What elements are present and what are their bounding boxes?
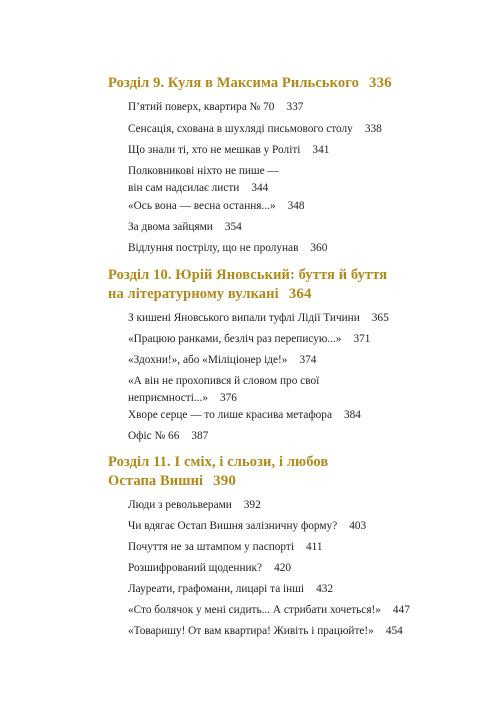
toc-entry xyxy=(128,99,448,116)
entry-page: 374 xyxy=(299,354,317,366)
entry-page: 341 xyxy=(312,144,330,156)
toc-entry xyxy=(128,121,448,138)
entry-page: 348 xyxy=(287,200,305,212)
entry-page: 447 xyxy=(392,604,410,616)
entry-page: 376 xyxy=(219,392,237,404)
entry-page: 384 xyxy=(343,409,361,421)
entry-title: Відлуння пострілу, що не пролунав xyxy=(128,242,299,254)
toc-entry xyxy=(128,163,448,197)
entry-title: «Товаришу! От вам квартира! Живіть і працюйте!» xyxy=(128,625,374,637)
toc-entry xyxy=(128,331,448,348)
entry-title: «Працюю ранками, безліч раз переписую...» xyxy=(128,333,342,345)
toc-entry xyxy=(128,497,448,514)
toc-entry xyxy=(128,373,448,407)
entry-page: 387 xyxy=(191,430,209,442)
toc-entry xyxy=(128,560,448,577)
toc-entry xyxy=(128,240,448,257)
toc-entry xyxy=(128,581,448,598)
chapter-title-line2: Остапа Вишні xyxy=(108,473,204,489)
chapter-title-line2: на літературному вулкані xyxy=(108,286,279,302)
toc-entry xyxy=(128,518,448,535)
entry-page: 344 xyxy=(251,182,269,194)
chapter-title: Розділ 11. І сміх, і сльози, і любов xyxy=(108,454,329,470)
entry-page: 365 xyxy=(371,312,389,324)
entry-title: Що знали ті, хто не мешкав у Роліті xyxy=(128,144,301,156)
toc-entry xyxy=(128,219,448,236)
toc-entry xyxy=(128,310,448,327)
toc-entry xyxy=(128,198,448,215)
entry-page: 354 xyxy=(224,221,242,233)
toc-entry xyxy=(128,428,448,445)
entry-title: Чи вдягає Остап Вишня залізничну форму? xyxy=(128,520,338,532)
entry-page: 432 xyxy=(316,583,334,595)
entry-page: 338 xyxy=(364,123,382,135)
toc-entry xyxy=(128,539,448,556)
entry-page: 403 xyxy=(349,520,367,532)
chapter-page: 390 xyxy=(213,473,236,489)
toc-entry xyxy=(128,352,448,369)
entry-title: П’ятий поверх, квартира № 70 xyxy=(128,101,275,113)
chapter-heading xyxy=(108,266,448,304)
chapter-page: 336 xyxy=(368,75,392,91)
entry-page: 337 xyxy=(286,101,304,113)
entry-title-line2: він сам надсилає листи xyxy=(128,182,240,194)
chapter-heading xyxy=(108,74,448,93)
entry-title: За двома зайцями xyxy=(128,221,213,233)
entry-title: Почуття не за штампом у паспорті xyxy=(128,541,294,553)
entry-title: Полковникові ніхто не пише — xyxy=(128,165,279,177)
entry-title: Сенсація, схована в шухляді письмового столу xyxy=(128,123,353,135)
toc-entry xyxy=(128,407,448,424)
entry-title: Лауреати, графомани, лицарі та інші xyxy=(128,583,305,595)
chapter-title: Розділ 9. Куля в Максима Рильського xyxy=(108,75,359,91)
entry-title: «А він не прохопився й словом про свої xyxy=(128,375,320,387)
entry-title-line2: неприємності...» xyxy=(128,392,208,404)
entry-title: «Сто болячок у мені сидить... А стрибати хочеться!» xyxy=(128,604,381,616)
entry-title: Люди з револьверами xyxy=(128,499,232,511)
entry-page: 371 xyxy=(353,333,371,345)
entry-title: Розшифрований щоденник? xyxy=(128,562,263,574)
entry-page: 420 xyxy=(274,562,292,574)
toc-entry xyxy=(128,142,448,159)
entry-title: Хворе серце — то лише красива метафора xyxy=(128,409,332,421)
entry-title: «Здохни!», або «Міліціонер іде!» xyxy=(128,354,288,366)
entry-page: 360 xyxy=(310,242,328,254)
entry-title: Офіс № 66 xyxy=(128,430,180,442)
chapter-title: Розділ 10. Юрій Яновський: буття й буття xyxy=(108,267,388,283)
entry-title: З кишені Яновського випали туфлі Лідії Тичини xyxy=(128,312,360,324)
chapter-heading xyxy=(108,453,448,491)
entry-title: «Ось вона — весна остання...» xyxy=(128,200,276,212)
entry-page: 392 xyxy=(243,499,261,511)
toc-entry xyxy=(128,602,448,619)
entry-page: 454 xyxy=(385,625,403,637)
entry-page: 411 xyxy=(305,541,323,553)
toc-entry xyxy=(128,623,448,640)
chapter-page: 364 xyxy=(288,286,312,302)
